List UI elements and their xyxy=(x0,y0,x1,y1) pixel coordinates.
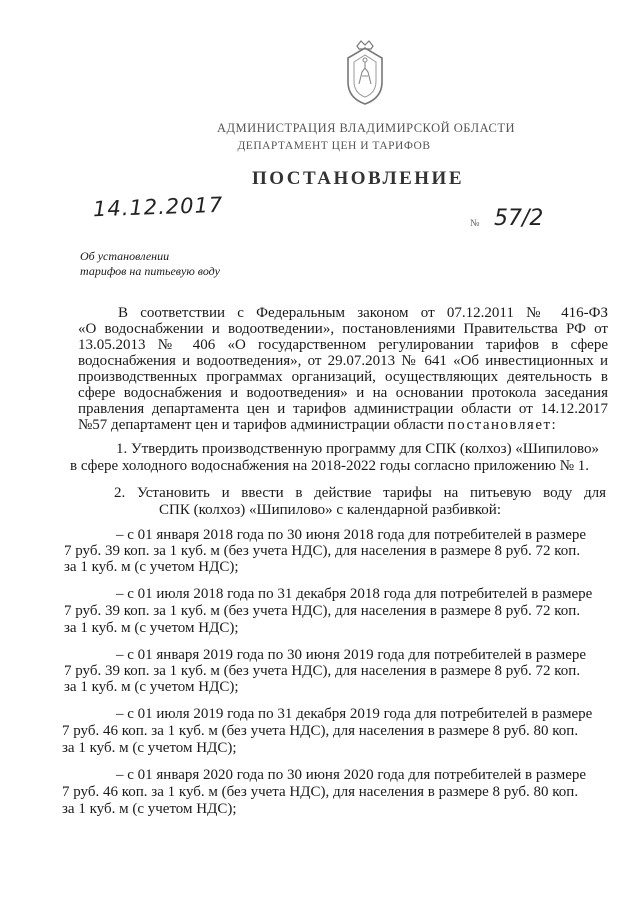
period-line: 7 руб. 46 коп. за 1 куб. м (без учета НДС), для населения в размере 8 руб. 80 коп. xyxy=(62,784,579,800)
document-date: 14.12.2017 xyxy=(92,192,224,222)
period-line: 7 руб. 39 коп. за 1 куб. м (без учета НДС), для населения в размере 8 руб. 72 коп. xyxy=(64,603,581,619)
period-line: 7 руб. 39 коп. за 1 куб. м (без учета НДС), для населения в размере 8 руб. 72 коп. xyxy=(64,663,581,679)
preamble-line: 13.05.2013 № 406 «О государственном регулировании тарифов в сфере xyxy=(78,337,608,353)
period-line: 7 руб. 46 коп. за 1 куб. м (без учета НДС), для населения в размере 8 руб. 80 коп. xyxy=(62,723,579,739)
preamble-line: производственных программах организаций, осуществляющих деятельность в xyxy=(78,369,608,385)
period-line: – с 01 января 2019 года по 30 июня 2019 года для потребителей в размере xyxy=(116,647,587,663)
document-number: 57/2 xyxy=(494,206,544,231)
period-line: – с 01 января 2018 года по 30 июня 2018 года для потребителей в размере xyxy=(116,527,587,543)
subject-line: Об установлении xyxy=(80,249,170,263)
period-line: за 1 куб. м (с учетом НДС); xyxy=(62,801,237,817)
org-name-line2: ДЕПАРТАМЕНТ ЦЕН И ТАРИФОВ xyxy=(237,140,431,152)
preamble-line: В соответствии с Федеральным законом от 07.12.2011 № 416-ФЗ xyxy=(118,305,608,321)
preamble-line: сфере водоснабжения и водоотведения» и на основании протокола заседания xyxy=(78,385,608,401)
preamble-line: №57 департамент цен и тарифов администрации области xyxy=(78,417,444,433)
coat-of-arms-emblem xyxy=(340,40,390,108)
item1-line: в сфере холодного водоснабжения на 2018-2022 годы согласно приложению № 1. xyxy=(70,458,590,474)
item2-line: СПК (колхоз) «Шипилово» с календарной разбивкой: xyxy=(159,502,501,518)
period-line: – с 01 января 2020 года по 30 июня 2020 года для потребителей в размере xyxy=(116,767,587,783)
period-line: – с 01 июля 2018 года по 31 декабря 2018 года для потребителей в размере xyxy=(116,586,593,602)
period-line: за 1 куб. м (с учетом НДС); xyxy=(64,620,239,636)
document-type-title: ПОСТАНОВЛЕНИЕ xyxy=(251,168,465,189)
resolves-word: постановляет: xyxy=(447,417,558,433)
period-line: – с 01 июля 2019 года по 31 декабря 2019 года для потребителей в размере xyxy=(116,706,593,722)
period-line: 7 руб. 39 коп. за 1 куб. м (без учета НДС), для населения в размере 8 руб. 72 коп. xyxy=(64,543,581,559)
period-line: за 1 куб. м (с учетом НДС); xyxy=(62,740,237,756)
preamble-last-line xyxy=(78,417,557,433)
item1-line: 1. Утвердить производственную программу для СПК (колхоз) «Шипилово» xyxy=(116,441,599,457)
org-name-line1: АДМИНИСТРАЦИЯ ВЛАДИМИРСКОЙ ОБЛАСТИ xyxy=(216,121,516,135)
period-line: за 1 куб. м (с учетом НДС); xyxy=(64,559,239,575)
subject-line: тарифов на питьевую воду xyxy=(80,264,220,278)
document-subject xyxy=(80,249,220,279)
period-line: за 1 куб. м (с учетом НДС); xyxy=(64,679,239,695)
preamble-line: «О водоснабжении и водоотведении», постановлениями Правительства РФ от xyxy=(78,321,608,337)
preamble-line: правления департамента цен и тарифов администрации области от 14.12.2017 xyxy=(78,401,608,417)
item2-line: 2. Установить и ввести в действие тарифы на питьевую воду для xyxy=(114,485,606,501)
number-sign: № xyxy=(470,218,480,229)
preamble-line: водоснабжения и водоотведения», от 29.07.2013 № 641 «Об инвестиционных и xyxy=(78,353,608,369)
